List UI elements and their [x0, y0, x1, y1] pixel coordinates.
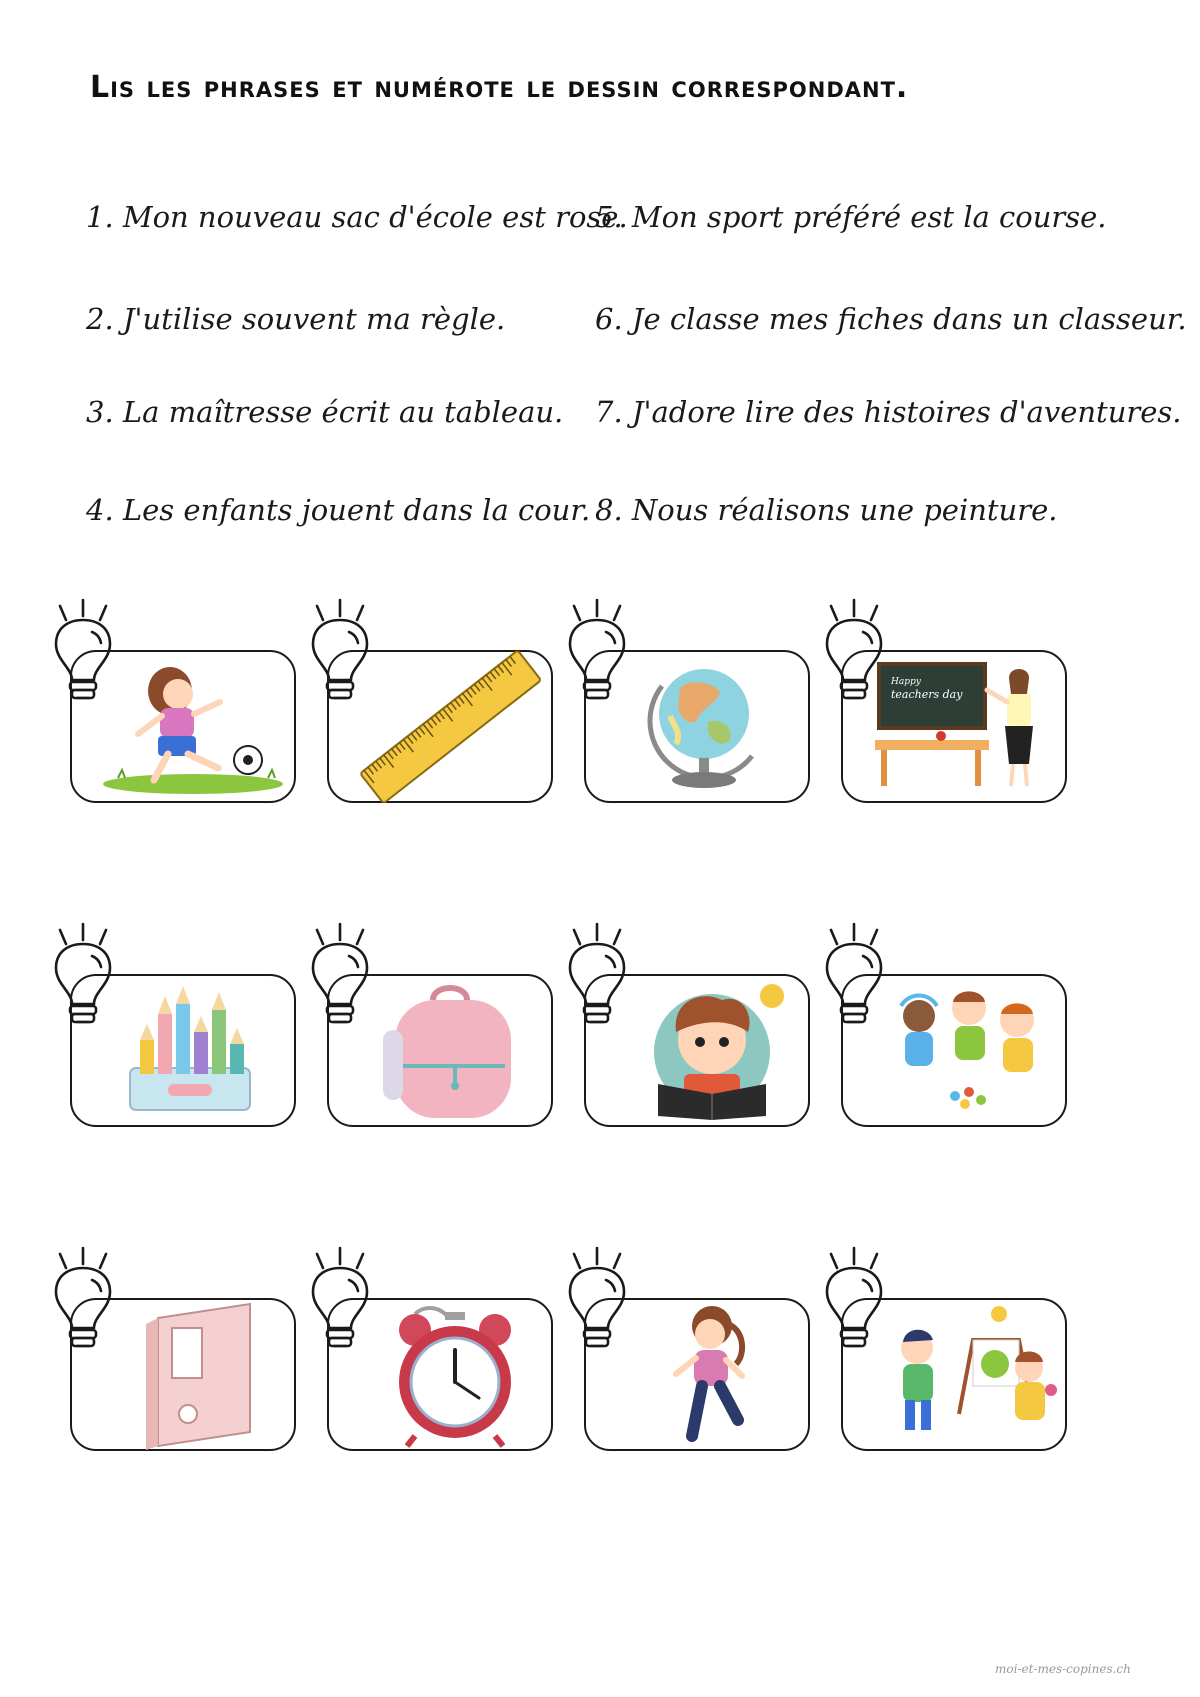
sentence-1: 1. Mon nouveau sac d'école est rose. — [86, 200, 628, 234]
picture-card[interactable] — [562, 922, 810, 1127]
boy-reading-icon — [612, 980, 802, 1120]
sentence-5: 5. Mon sport préféré est la course. — [595, 200, 1107, 234]
picture-card[interactable] — [562, 1246, 810, 1451]
ruler-icon — [355, 656, 545, 796]
picture-card[interactable] — [305, 922, 553, 1127]
soccer-girl-icon — [98, 656, 288, 796]
sentence-7: 7. J'adore lire des histoires d'aventures. — [595, 395, 1182, 429]
children-painting-icon — [869, 1304, 1059, 1444]
site-footer: moi-et-mes-copines.ch — [995, 1662, 1131, 1676]
sentence-8: 8. Nous réalisons une peinture. — [595, 493, 1058, 527]
sentence-2: 2. J'utilise souvent ma règle. — [86, 302, 506, 336]
picture-card[interactable] — [48, 922, 296, 1127]
picture-card[interactable] — [562, 598, 810, 803]
sentence-4: 4. Les enfants jouent dans la cour. — [86, 493, 591, 527]
picture-card[interactable] — [819, 922, 1067, 1127]
picture-card[interactable] — [305, 598, 553, 803]
picture-card[interactable] — [305, 1246, 553, 1451]
picture-card[interactable] — [819, 598, 1067, 803]
globe-icon — [612, 656, 802, 796]
alarm-clock-icon — [355, 1304, 545, 1444]
svg-text:teachers day: teachers day — [891, 688, 963, 701]
picture-card[interactable] — [48, 1246, 296, 1451]
sentence-3: 3. La maîtresse écrit au tableau. — [86, 395, 564, 429]
teacher-blackboard-icon — [869, 656, 1059, 796]
pencils-icon — [98, 980, 288, 1120]
pink-backpack-icon — [355, 980, 545, 1120]
binder-icon — [98, 1304, 288, 1444]
sentence-6: 6. Je classe mes fiches dans un classeur. — [595, 302, 1187, 336]
picture-card[interactable] — [48, 598, 296, 803]
running-girl-icon — [612, 1304, 802, 1444]
children-playing-icon — [869, 980, 1059, 1120]
svg-text:Happy: Happy — [891, 677, 921, 687]
worksheet-title: Lis les phrases et numérote le dessin correspondant. — [90, 70, 909, 105]
picture-card[interactable] — [819, 1246, 1067, 1451]
